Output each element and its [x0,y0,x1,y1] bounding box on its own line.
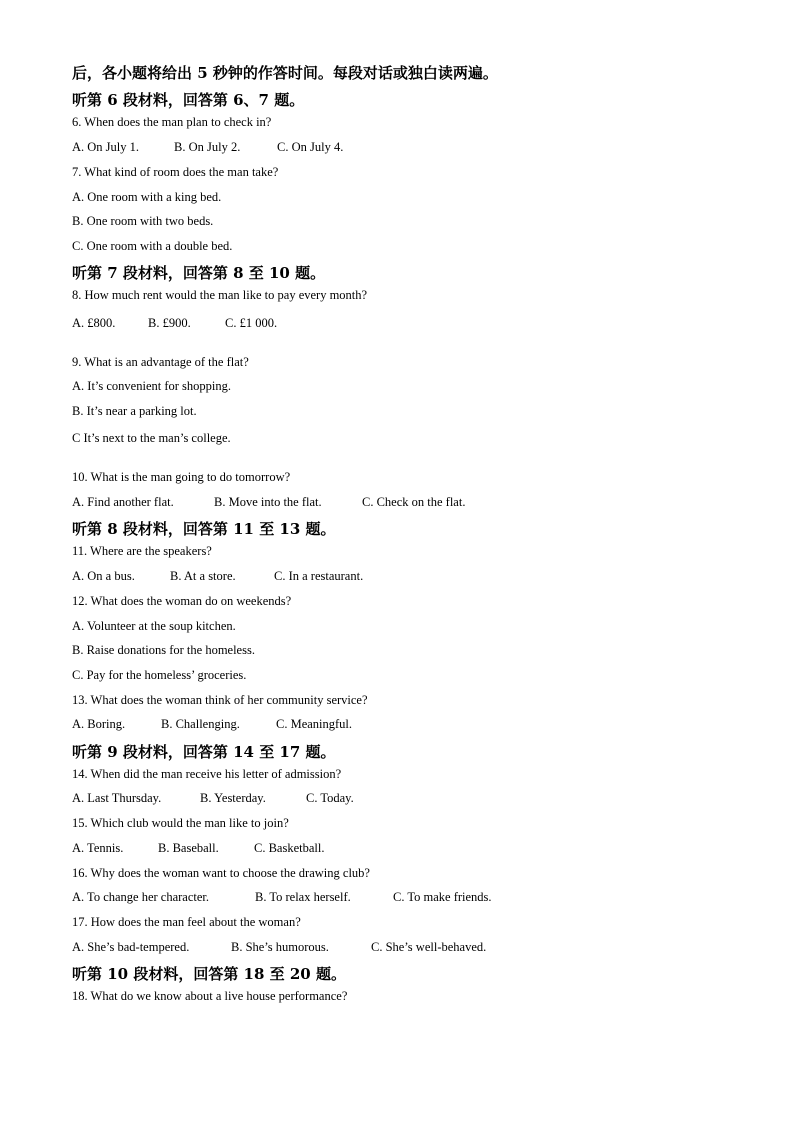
question-text: 14. When did the man receive his letter of admission? [72,767,342,781]
option-a: A. On a bus. [72,569,135,583]
option-a: A. It’s convenient for shopping. [72,379,232,393]
option-c: C. In a restaurant. [274,569,364,583]
question-text: 18. What do we know about a live house performance? [72,989,348,1003]
option-a: A. On July 1. [72,140,140,154]
question-options [72,316,277,331]
option-c: C. Basketball. [254,841,325,855]
option-b: B. She’s humorous. [231,940,329,954]
option-b: B. Move into the flat. [214,495,322,509]
option-b: B. On July 2. [174,140,241,154]
option-a: A. Find another flat. [72,495,174,509]
question-options [72,569,363,584]
section-heading: 听第 8 段材料，回答第 11 至 13 题。 [72,520,336,538]
option-c: C. Today. [306,791,354,805]
question-text: 6. When does the man plan to check in? [72,115,272,129]
question-options [72,791,354,806]
section-heading: 听第 7 段材料，回答第 8 至 10 题。 [72,264,326,282]
option-b: B. To relax herself. [255,890,351,904]
option-c: C. Check on the flat. [362,495,466,509]
question-text: 13. What does the woman think of her community service? [72,693,368,707]
question-options [72,717,352,732]
option-a: A. To change her character. [72,890,210,904]
question-text: 7. What kind of room does the man take? [72,165,279,179]
section-heading: 听第 6 段材料，回答第 6、7 题。 [72,91,305,109]
option-c: C. On July 4. [277,140,344,154]
option-a: A. She’s bad-tempered. [72,940,190,954]
question-text: 15. Which club would the man like to join? [72,816,289,830]
intro-line: 后，各小题将给出 5 秒钟的作答时间。每段对话或独白读两遍。 [72,64,498,82]
option-a: A. £800. [72,316,116,330]
option-b: B. One room with two beds. [72,214,214,228]
option-b: B. Challenging. [161,717,240,731]
option-a: A. Volunteer at the soup kitchen. [72,619,236,633]
question-options [72,841,324,856]
section-heading: 听第 9 段材料，回答第 14 至 17 题。 [72,743,336,761]
option-a: A. Tennis. [72,841,124,855]
option-a: A. One room with a king bed. [72,190,222,204]
option-c: C It’s next to the man’s college. [72,431,231,445]
option-b: B. Baseball. [158,841,219,855]
question-options [72,495,465,510]
question-text: 9. What is an advantage of the flat? [72,355,249,369]
option-a: A. Boring. [72,717,126,731]
question-text: 10. What is the man going to do tomorrow? [72,470,291,484]
question-text: 11. Where are the speakers? [72,544,212,558]
option-b: B. It’s near a parking lot. [72,404,197,418]
question-options [72,140,343,155]
option-b: B. Raise donations for the homeless. [72,643,255,657]
option-b: B. £900. [148,316,191,330]
question-text: 8. How much rent would the man like to pay every month? [72,288,368,302]
question-text: 12. What does the woman do on weekends? [72,594,292,608]
option-b: B. Yesterday. [200,791,266,805]
option-c: C. She’s well-behaved. [371,940,487,954]
option-c: C. Pay for the homeless’ groceries. [72,668,247,682]
option-c: C. To make friends. [393,890,492,904]
question-text: 17. How does the man feel about the woman? [72,915,301,929]
option-b: B. At a store. [170,569,236,583]
option-c: C. One room with a double bed. [72,239,233,253]
question-text: 16. Why does the woman want to choose the drawing club? [72,866,370,880]
option-c: C. Meaningful. [276,717,353,731]
section-heading: 听第 10 段材料，回答第 18 至 20 题。 [72,965,346,983]
question-options [72,940,486,955]
option-c: C. £1 000. [225,316,278,330]
question-options [72,890,492,905]
option-a: A. Last Thursday. [72,791,162,805]
